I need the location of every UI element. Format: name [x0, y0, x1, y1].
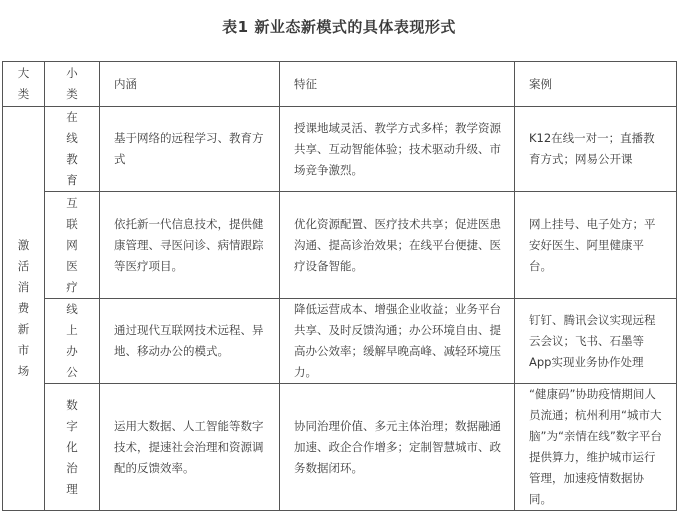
subcategory-cell: 在线教育 — [45, 107, 100, 192]
subcategory-cell: 数字化治理 — [45, 384, 100, 511]
table-row — [3, 384, 677, 511]
cases-cell: K12在线一对一；直播教育方式；网易公开课 — [515, 107, 677, 192]
cases-cell: 网上挂号、电子处方；平安好医生、阿里健康平台。 — [515, 192, 677, 299]
connotation-cell: 依托新一代信息技术，提供健康管理、寻医问诊、病情跟踪等医疗项目。 — [100, 192, 280, 299]
connotation-cell: 通过现代互联网技术远程、异地、移动办公的模式。 — [100, 299, 280, 384]
header-features: 特征 — [280, 62, 515, 107]
features-cell: 协同治理价值、多元主体治理；数据融通加速、政企合作增多；定制智慧城市、政务数据闭环。 — [280, 384, 515, 511]
header-cases: 案例 — [515, 62, 677, 107]
header-row — [3, 62, 677, 107]
header-connotation: 内涵 — [100, 62, 280, 107]
features-cell: 降低运营成本、增强企业收益；业务平台共享、及时反馈沟通；办公环境自由、提高办公效率；缓解早晚高峰、减轻环境压力。 — [280, 299, 515, 384]
connotation-cell: 运用大数据、人工智能等数字技术，提速社会治理和资源调配的反馈效率。 — [100, 384, 280, 511]
connotation-cell: 基于网络的远程学习、教育方式 — [100, 107, 280, 192]
business-model-table — [2, 61, 677, 511]
category-cell: 激活消费新市场 — [3, 107, 45, 511]
features-cell: 优化资源配置、医疗技术共享；促进医患沟通、提高诊治效果；在线平台便捷、医疗设备智能。 — [280, 192, 515, 299]
features-cell: 授课地域灵活、教学方式多样；教学资源共享、互动智能体验；技术驱动升级、市场竞争激烈。 — [280, 107, 515, 192]
table-row — [3, 299, 677, 384]
table-row — [3, 192, 677, 299]
header-category: 大类 — [3, 62, 45, 107]
cases-cell: 钉钉、腾讯会议实现远程云会议；飞书、石墨等App实现业务协作处理 — [515, 299, 677, 384]
subcategory-cell: 线上办公 — [45, 299, 100, 384]
cases-cell: “健康码”协助疫情期间人员流通；杭州利用“城市大脑”为“亲情在线”数字平台提供算力，维护城市运行管理，加速疫情数据协同。 — [515, 384, 677, 511]
table-title: 表1 新业态新模式的具体表现形式 — [222, 18, 456, 36]
header-subcategory: 小类 — [45, 62, 100, 107]
subcategory-cell: 互联网医疗 — [45, 192, 100, 299]
table-row — [3, 107, 677, 192]
